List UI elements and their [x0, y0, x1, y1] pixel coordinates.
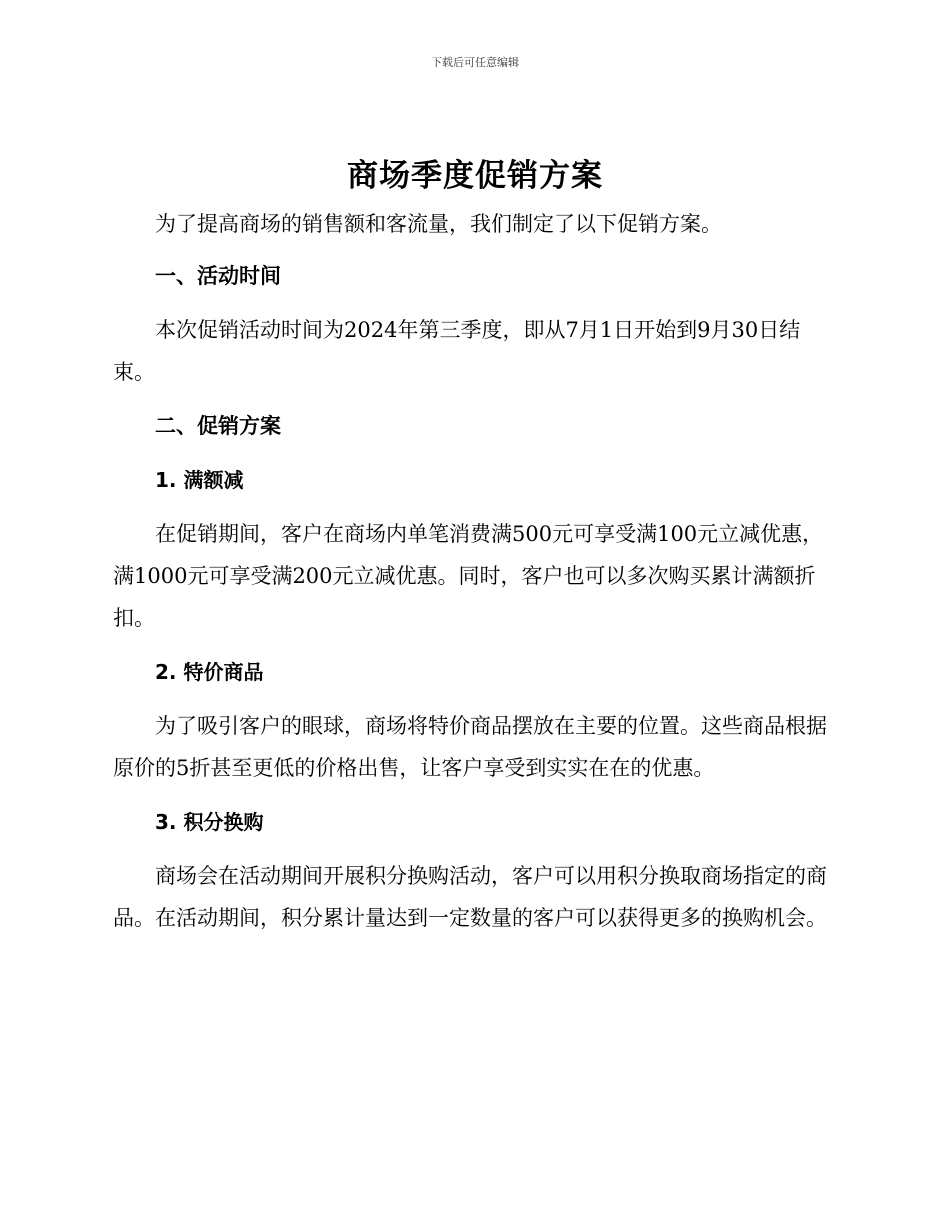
header-note: 下载后可任意编辑	[431, 56, 519, 69]
spacer	[113, 447, 835, 459]
section-heading-plan: 二、促销方案	[155, 414, 281, 438]
item-paragraph-discount: 在促销期间，客户在商场内单笔消费满500元可享受满100元立减优惠，满1000元可享受满200元立减优惠。同时，客户也可以多次购买累计满额折扣。	[113, 522, 824, 630]
item-paragraph-points: 商场会在活动期间开展积分换购活动，客户可以用积分换取商场指定的商品。在活动期间，积分累计量达到一定数量的客户可以获得更多的换购机会。	[113, 864, 827, 930]
section-heading-time: 一、活动时间	[155, 264, 281, 288]
spacer	[113, 843, 835, 855]
item-heading-special: 2. 特价商品	[155, 660, 264, 684]
page-title: 商场季度促销方案	[347, 158, 603, 194]
item-paragraph-special: 为了吸引客户的眼球，商场将特价商品摆放在主要的位置。这些商品根据原价的5折甚至更低的价格出售，让客户享受到实实在在的优惠。	[113, 714, 827, 780]
spacer	[113, 693, 835, 705]
intro-paragraph: 为了提高商场的销售额和客流量，我们制定了以下促销方案。	[155, 212, 722, 236]
spacer	[113, 393, 835, 405]
item-heading-points: 3. 积分换购	[155, 810, 264, 834]
spacer	[113, 639, 835, 651]
spacer	[113, 501, 835, 513]
document-body	[113, 203, 835, 939]
section-paragraph-time: 本次促销活动时间为2024年第三季度，即从7月1日开始到9月30日结束。	[113, 318, 801, 384]
spacer	[113, 789, 835, 801]
item-heading-discount: 1. 满额减	[155, 468, 244, 492]
spacer	[113, 297, 835, 309]
